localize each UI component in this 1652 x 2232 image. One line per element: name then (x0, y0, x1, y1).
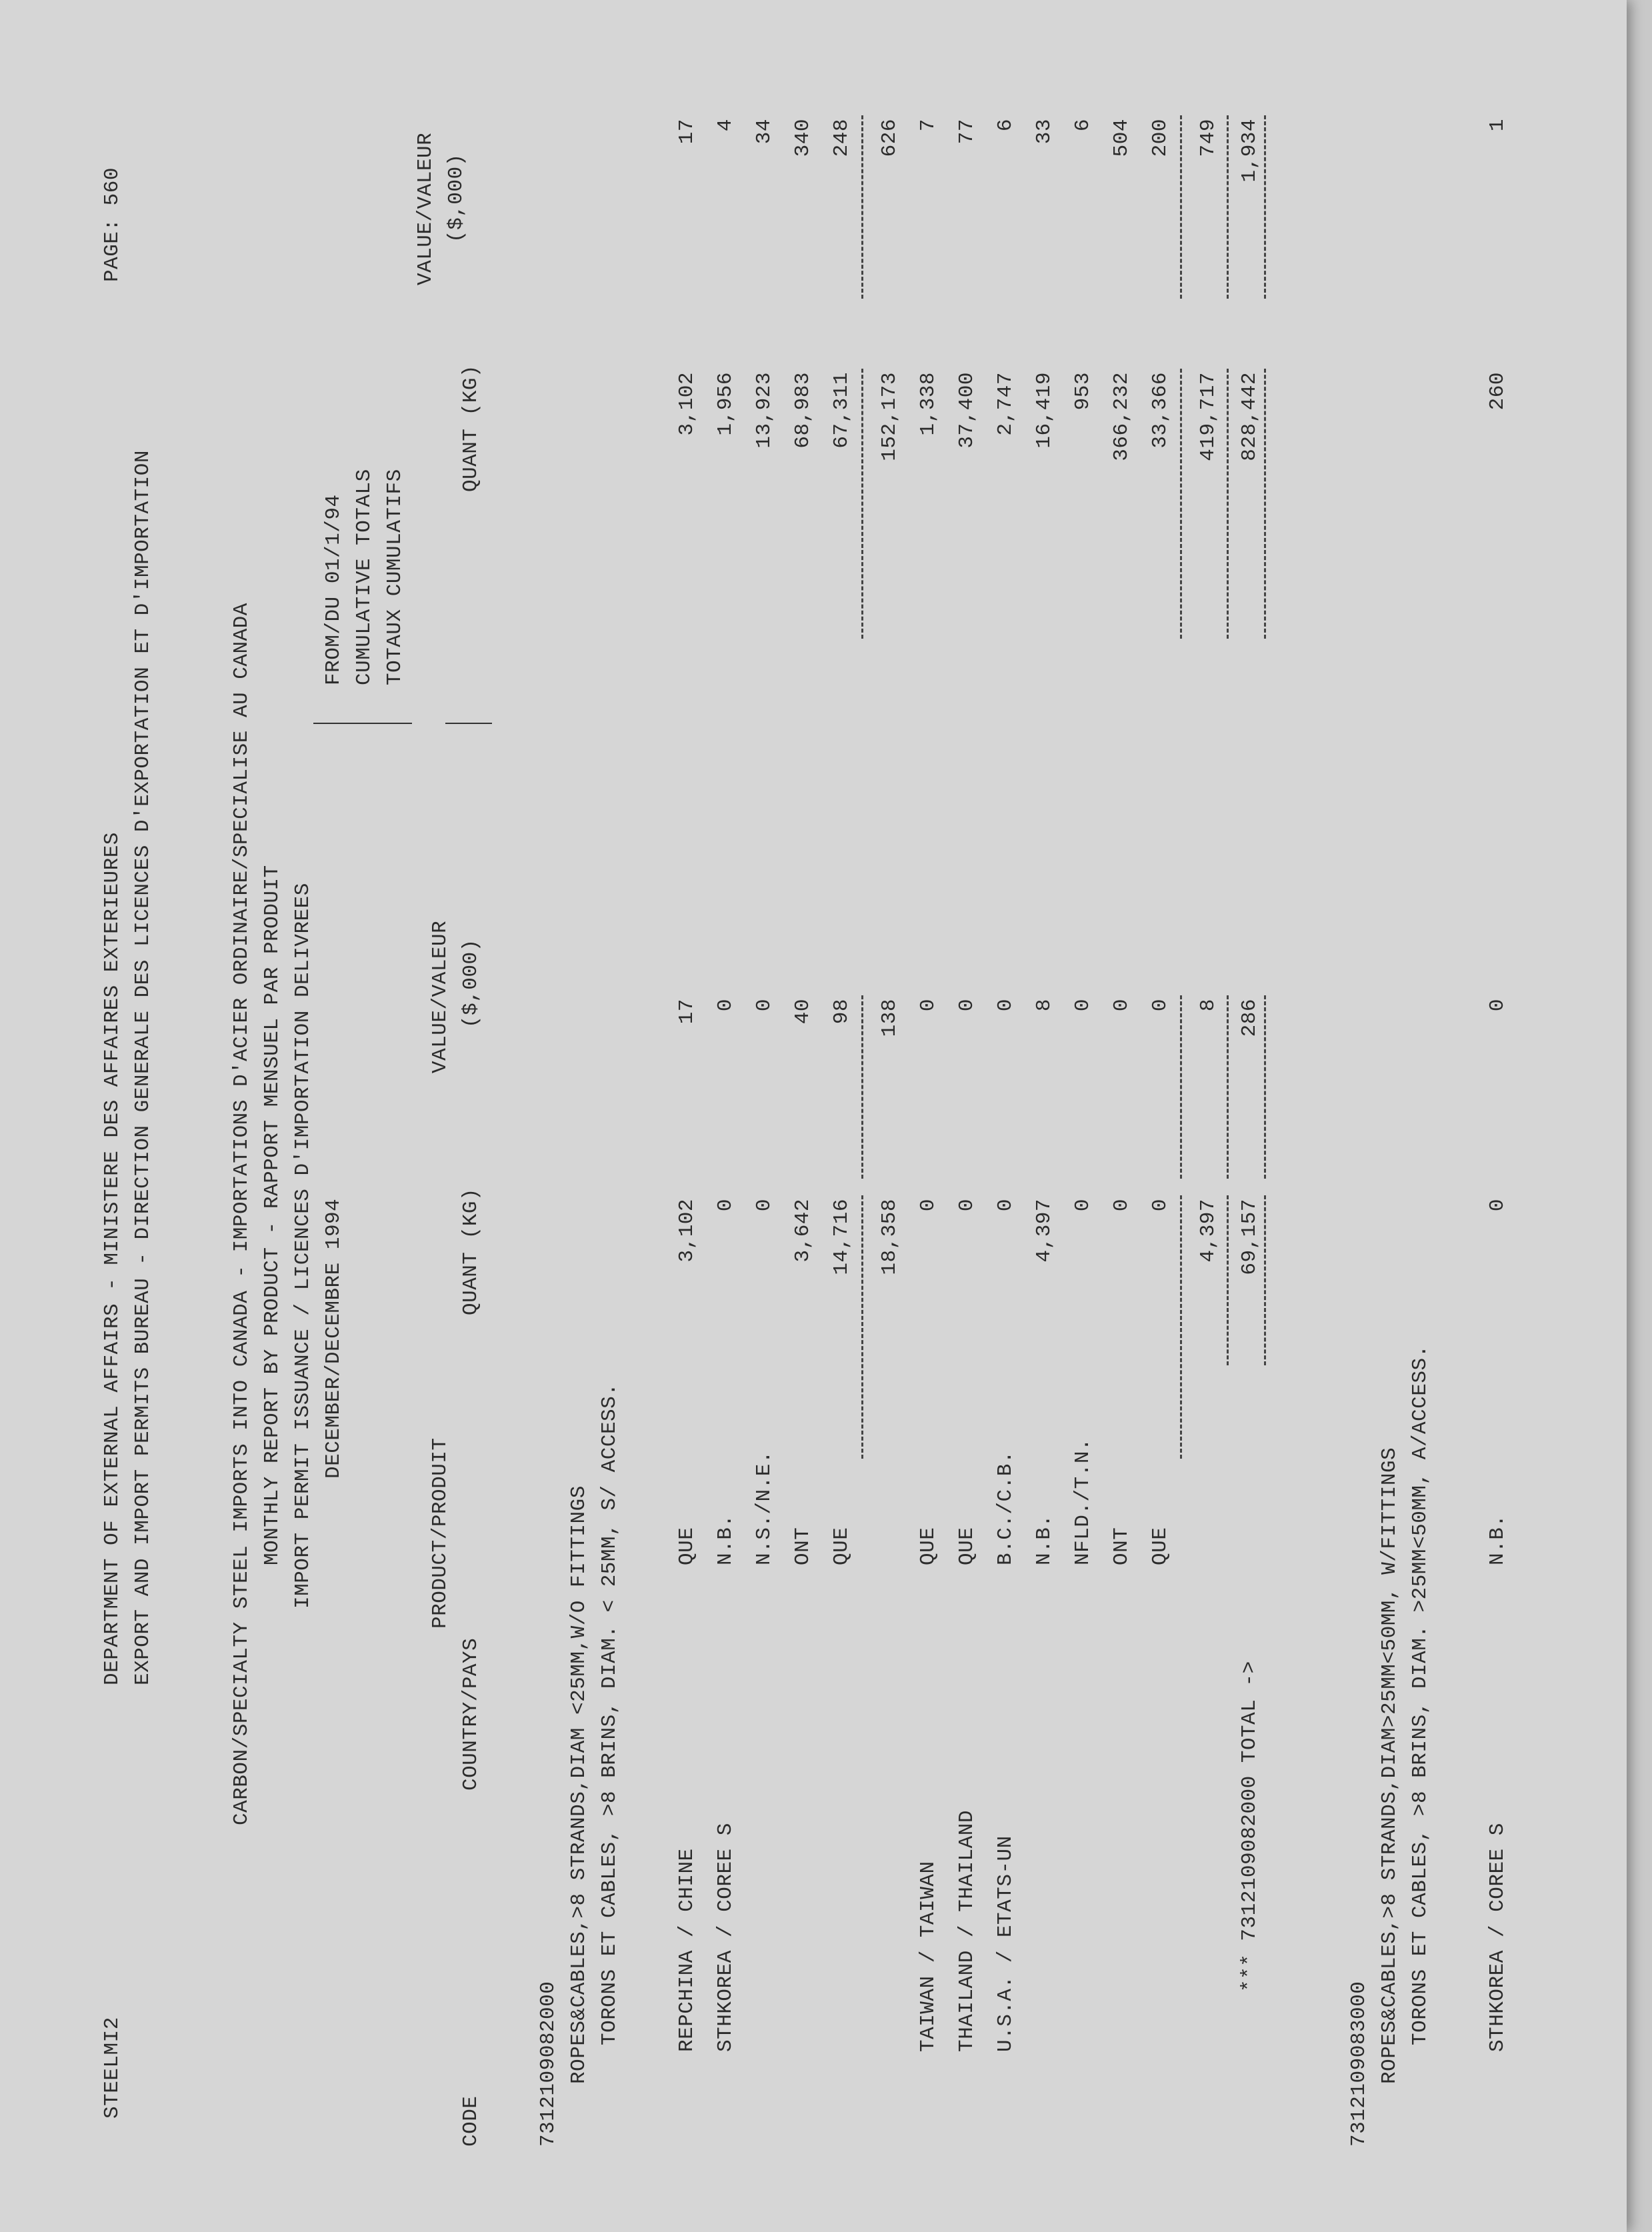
country-cell: U.S.A. / ETATS-UN (994, 1835, 1017, 2052)
bureau-line: EXPORT AND IMPORT PERMITS BUREAU - DIRECTION GENERALE DES LICENCES D'EXPORTATION ET D'IMPORTATION (131, 450, 155, 1685)
value-cell: 0 (994, 999, 1017, 1012)
quantity-cell: 0 (917, 1199, 940, 1212)
cumulative-value-cell: 504 (1110, 119, 1133, 157)
report-title: CARBON/SPECIALTY STEEL IMPORTS INTO CANADA - IMPORTATIONS D'ACIER ORDINAIRE/SPECIALISE AU CANADA (230, 603, 253, 1825)
subtotal-rule (1180, 115, 1182, 299)
value-cell: 0 (753, 999, 776, 1012)
value-header: VALUE/VALEUR (429, 920, 452, 1073)
quantity-cell: 3,642 (791, 1199, 815, 1263)
from-date: FROM/DU 01/1/94 (322, 494, 345, 685)
cumulative-totals-fr-label: TOTAUX CUMULATIFS (383, 469, 407, 685)
cumulative-value-cell: 248 (830, 119, 853, 157)
cumulative-value-unit-header: ($,000) (445, 153, 468, 243)
subtotal-rule (1180, 369, 1182, 639)
cumulative-value-cell: 4 (714, 119, 737, 132)
province-cell: N.B. (1033, 1514, 1056, 1565)
quantity-cell: 0 (1486, 1199, 1509, 1212)
subtotal-rule (1227, 115, 1229, 299)
province-cell: QUE (1149, 1527, 1172, 1565)
province-cell: N.B. (1486, 1514, 1509, 1565)
cumulative-quantity-cell: 68,983 (791, 372, 815, 449)
quantity-cell: 0 (1071, 1199, 1095, 1212)
province-cell: QUE (955, 1527, 979, 1565)
cumulative-quantity-cell: 1,338 (917, 372, 940, 436)
subtotal-quantity: 4,397 (1197, 1199, 1220, 1263)
subtotal-rule (1227, 369, 1229, 639)
quantity-header: QUANT (KG) (459, 1187, 483, 1315)
subtotal-cumulative-quantity: 419,717 (1197, 372, 1220, 461)
province-cell: N.S./N.E. (753, 1451, 776, 1565)
cumulative-quantity-cell: 366,232 (1110, 372, 1133, 461)
province-cell: ONT (1110, 1527, 1133, 1565)
province-cell: ONT (791, 1527, 815, 1565)
report-period: DECEMBER/DECEMBRE 1994 (322, 1198, 345, 1479)
product-description-fr: TORONS ET CABLES, >8 BRINS, DIAM. < 25MM, S/ ACCESS. (598, 1383, 621, 2045)
country-cell: STHKOREA / COREE S (714, 1823, 737, 2052)
quantity-cell: 0 (714, 1199, 737, 1212)
subtotal-rule (1264, 1195, 1266, 1365)
report-id: STEELMI2 (101, 2017, 124, 2119)
value-cell: 0 (714, 999, 737, 1012)
cumulative-quantity-header: QUANT (KG) (459, 364, 483, 492)
cumulative-totals-label: CUMULATIVE TOTALS (353, 469, 376, 685)
cumulative-value-cell: 34 (753, 119, 776, 145)
product-code: 7312109082000 (537, 1981, 560, 2147)
grand-total-label: *** 7312109082000 TOTAL -> (1238, 1661, 1261, 1992)
quantity-cell: 0 (955, 1199, 979, 1212)
subtotal-quantity: 18,358 (878, 1199, 901, 1275)
quantity-cell: 0 (1149, 1199, 1172, 1212)
subtotal-rule (1264, 115, 1266, 299)
product-code: 7312109083000 (1347, 1981, 1371, 2147)
cumulative-value-cell: 1 (1486, 119, 1509, 132)
subtotal-cumulative-quantity: 828,442 (1238, 372, 1261, 461)
subtotal-rule (1227, 995, 1229, 1179)
subtotal-rule (861, 1195, 863, 1459)
subtotal-rule (1180, 995, 1182, 1179)
subtotal-rule (1264, 369, 1266, 639)
province-cell: QUE (917, 1527, 940, 1565)
subtotal-quantity: 69,157 (1238, 1199, 1261, 1275)
subtotal-cumulative-value: 626 (878, 119, 901, 157)
subtotal-rule (1180, 1195, 1182, 1459)
cumulative-quantity-cell: 16,419 (1033, 372, 1056, 449)
product-description: ROPES&CABLES,>8 STRANDS,DIAM>25MM<50MM, W/FITTINGS (1378, 1447, 1401, 2084)
cumulative-value-cell: 6 (994, 119, 1017, 132)
value-unit-header: ($,000) (459, 939, 483, 1028)
value-cell: 0 (1071, 999, 1095, 1012)
product-description-fr: TORONS ET CABLES, >8 BRINS, DIAM. >25MM<50MM, A/ACCESS. (1409, 1345, 1432, 2045)
code-header: CODE (459, 2095, 483, 2147)
subtotal-cumulative-value: 749 (1197, 119, 1220, 157)
page-number: PAGE: 560 (101, 167, 124, 282)
country-cell: TAIWAN / TAIWAN (917, 1861, 940, 2052)
cumulative-value-cell: 33 (1033, 119, 1056, 145)
cumulative-value-cell: 77 (955, 119, 979, 145)
value-cell: 40 (791, 999, 815, 1025)
product-description: ROPES&CABLES,>8 STRANDS,DIAM <25MM,W/O FITTINGS (567, 1485, 591, 2084)
cumulative-value-cell: 340 (791, 119, 815, 157)
value-cell: 8 (1033, 999, 1056, 1012)
cumulative-quantity-cell: 13,923 (753, 372, 776, 449)
product-header: PRODUCT/PRODUIT (429, 1437, 452, 1629)
department-line: DEPARTMENT OF EXTERNAL AFFAIRS - MINISTERE DES AFFAIRES EXTERIEURES (101, 832, 124, 1685)
cumulative-quantity-cell: 2,747 (994, 372, 1017, 436)
cumulative-quantity-cell: 37,400 (955, 372, 979, 449)
quantity-cell: 14,716 (830, 1199, 853, 1275)
province-cell: B.C./C.B. (994, 1451, 1017, 1565)
subtotal-value: 8 (1197, 999, 1220, 1012)
subtotal-cumulative-value: 1,934 (1238, 119, 1261, 183)
country-cell: THAILAND / THAILAND (955, 1810, 979, 2052)
cumulative-quantity-cell: 67,311 (830, 372, 853, 449)
country-header: COUNTRY/PAYS (459, 1637, 483, 1791)
subtotal-cumulative-quantity: 152,173 (878, 372, 901, 461)
cumulative-quantity-cell: 953 (1071, 372, 1095, 411)
value-cell: 0 (955, 999, 979, 1012)
cumulative-quantity-cell: 3,102 (675, 372, 699, 436)
country-cell: STHKOREA / COREE S (1486, 1823, 1509, 2052)
province-cell: QUE (675, 1527, 699, 1565)
subtotal-value: 138 (878, 999, 901, 1037)
subtotal-rule (1227, 1195, 1229, 1365)
column-separator (313, 723, 412, 724)
subtotal-rule (861, 995, 863, 1179)
cumulative-value-cell: 6 (1071, 119, 1095, 132)
value-cell: 0 (1110, 999, 1133, 1012)
province-cell: N.B. (714, 1514, 737, 1565)
subtotal-rule (861, 369, 863, 639)
value-cell: 0 (1486, 999, 1509, 1012)
value-cell: 0 (917, 999, 940, 1012)
cumulative-quantity-cell: 1,956 (714, 372, 737, 436)
province-cell: QUE (830, 1527, 853, 1565)
permit-line: IMPORT PERMIT ISSUANCE / LICENCES D'IMPORTATION DELIVREES (291, 883, 315, 1609)
cumulative-quantity-cell: 260 (1486, 372, 1509, 411)
country-cell: REPCHINA / CHINE (675, 1848, 699, 2052)
cumulative-value-cell: 7 (917, 119, 940, 132)
column-separator (445, 723, 492, 724)
cumulative-value-cell: 17 (675, 119, 699, 145)
report-subtitle: MONTHLY REPORT BY PRODUCT - RAPPORT MENSUEL PAR PRODUIT (261, 865, 284, 1565)
quantity-cell: 4,397 (1033, 1199, 1056, 1263)
subtotal-rule (861, 115, 863, 299)
quantity-cell: 3,102 (675, 1199, 699, 1263)
quantity-cell: 0 (994, 1199, 1017, 1212)
quantity-cell: 0 (753, 1199, 776, 1212)
cumulative-value-header: VALUE/VALEUR (414, 132, 437, 285)
cumulative-quantity-cell: 33,366 (1149, 372, 1172, 449)
province-cell: NFLD./T.N. (1071, 1437, 1095, 1565)
quantity-cell: 0 (1110, 1199, 1133, 1212)
value-cell: 17 (675, 999, 699, 1025)
subtotal-value: 286 (1238, 999, 1261, 1037)
value-cell: 98 (830, 999, 853, 1025)
subtotal-rule (1264, 995, 1266, 1179)
cumulative-value-cell: 200 (1149, 119, 1172, 157)
value-cell: 0 (1149, 999, 1172, 1012)
